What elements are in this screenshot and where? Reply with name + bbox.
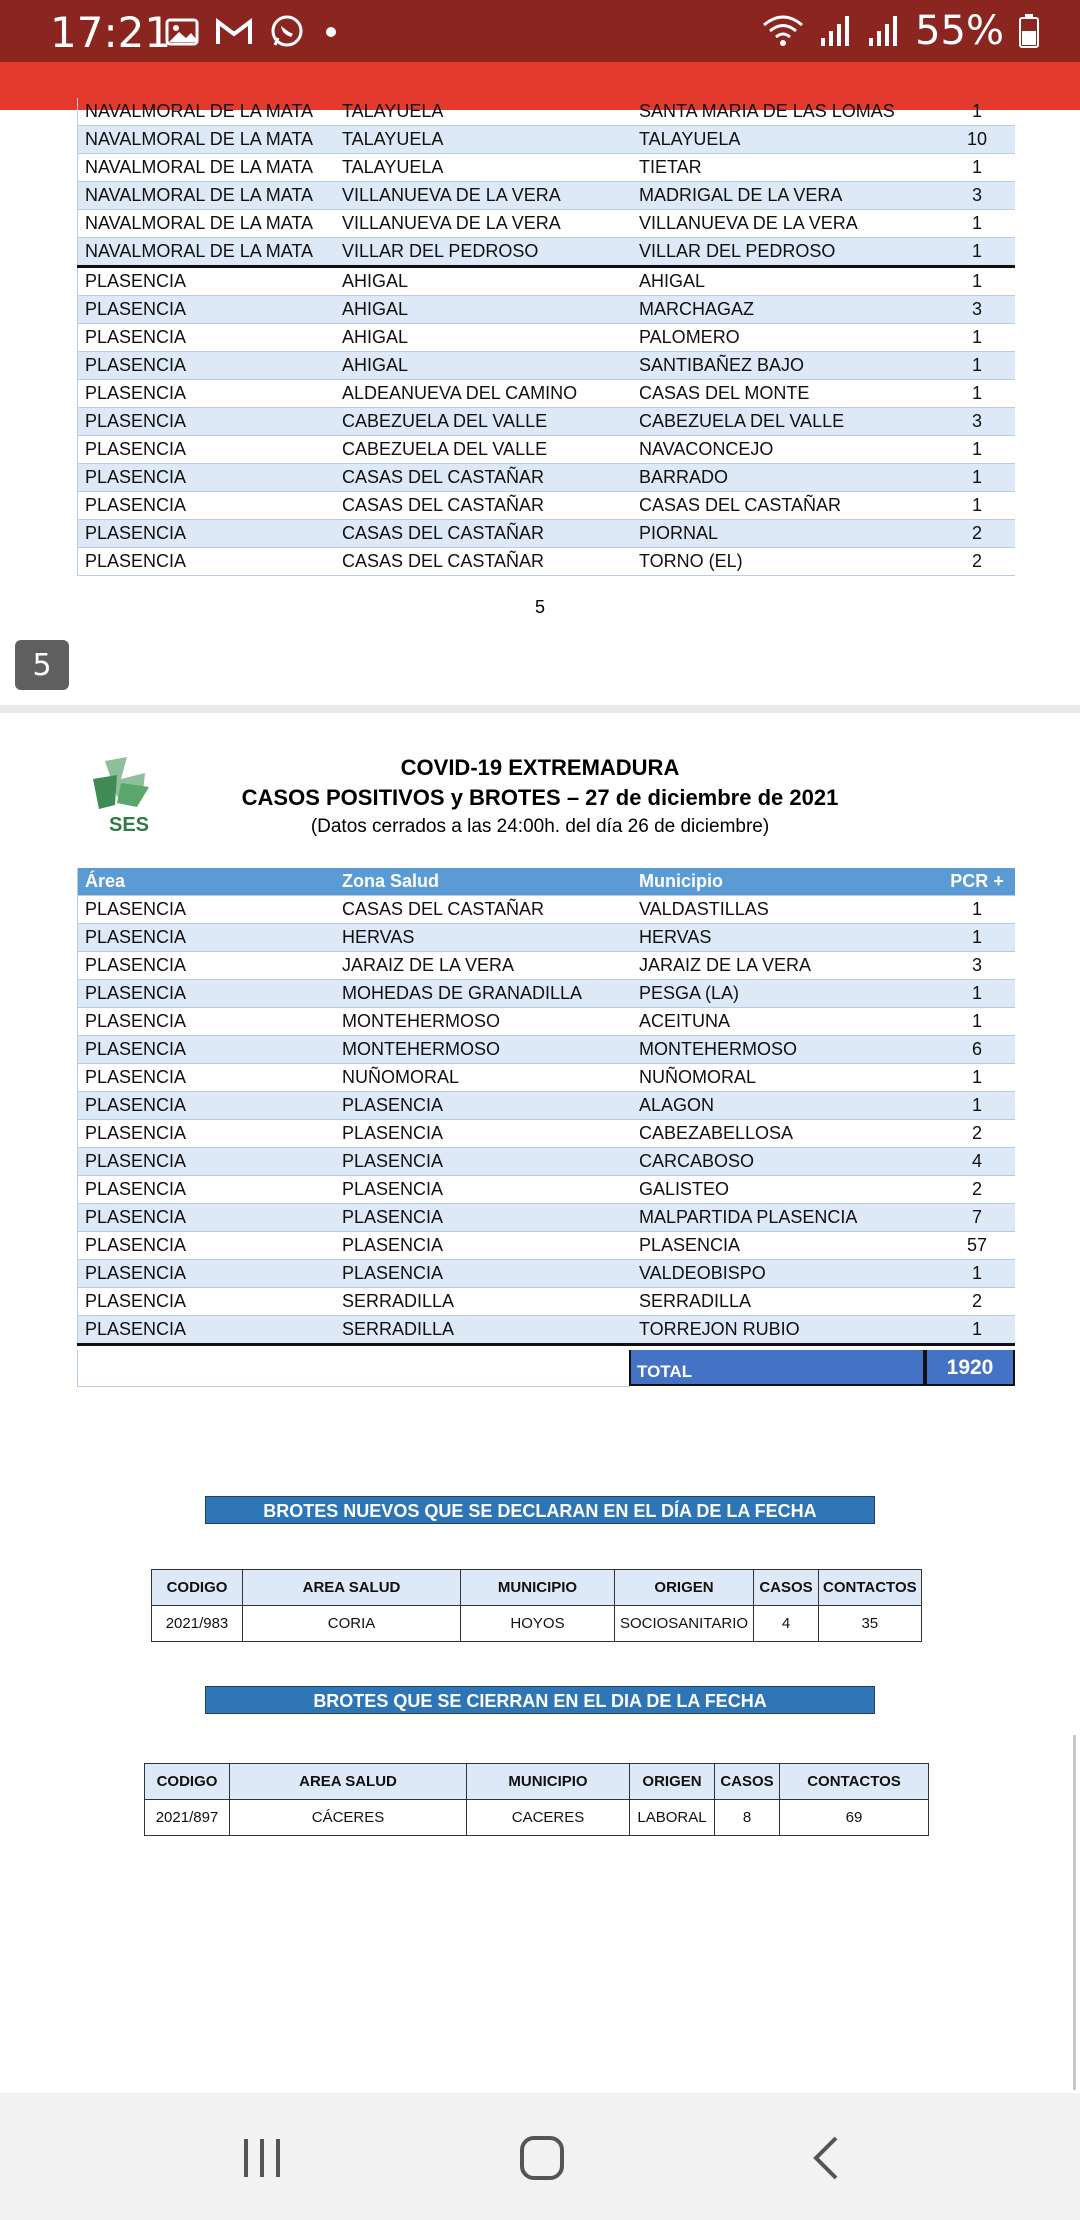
cell-area: NAVALMORAL DE LA MATA (78, 126, 336, 154)
svg-text:SES: SES (109, 814, 150, 835)
cell-zona-salud: TALAYUELA (335, 126, 632, 154)
status-time: 17:21 (50, 8, 172, 57)
col-codigo: CODIGO (145, 1764, 230, 1800)
cell-area: PLASENCIA (78, 408, 336, 436)
cell-codigo: 2021/897 (145, 1800, 230, 1836)
cell-zona-salud: NUÑOMORAL (335, 1064, 632, 1092)
cell-municipio: VALDASTILLAS (632, 896, 939, 924)
cell-zona-salud: CASAS DEL CASTAÑAR (335, 520, 632, 548)
cell-area: PLASENCIA (78, 1288, 336, 1316)
whatsapp-icon (269, 14, 305, 50)
cell-pcr: 1 (939, 464, 1015, 492)
doc-subtitle: CASOS POSITIVOS y BROTES – 27 de diciembre de 2021 (241, 785, 839, 810)
back-icon (808, 2135, 842, 2181)
table-row (78, 1120, 1016, 1148)
cell-zona-salud: CASAS DEL CASTAÑAR (335, 548, 632, 576)
cell-municipio: PLASENCIA (632, 1232, 939, 1260)
battery-icon (1018, 13, 1040, 49)
table-row (78, 238, 1016, 267)
cell-municipio: VILLANUEVA DE LA VERA (632, 210, 939, 238)
table-row (78, 1092, 1016, 1120)
cell-pcr: 2 (939, 1120, 1015, 1148)
cell-origen: LABORAL (630, 1800, 715, 1836)
cell-municipio: HERVAS (632, 924, 939, 952)
brotes-nuevos-table (151, 1569, 922, 1642)
cell-municipio: CABEZABELLOSA (632, 1120, 939, 1148)
cell-zona-salud: VILLAR DEL PEDROSO (335, 238, 632, 267)
cell-municipio: PALOMERO (632, 324, 939, 352)
table-row (78, 924, 1016, 952)
cell-area: PLASENCIA (78, 1092, 336, 1120)
cell-pcr: 1 (939, 492, 1015, 520)
cases-table-page5 (77, 98, 1015, 576)
cell-zona-salud: CASAS DEL CASTAÑAR (335, 492, 632, 520)
cell-pcr: 2 (939, 548, 1015, 576)
cell-zona-salud: CABEZUELA DEL VALLE (335, 408, 632, 436)
table-row (78, 896, 1016, 924)
cell-area-salud: CÁCERES (230, 1800, 467, 1836)
back-button[interactable] (795, 2133, 855, 2183)
cell-area: PLASENCIA (78, 520, 336, 548)
status-right (761, 8, 1040, 54)
cell-municipio: CABEZUELA DEL VALLE (632, 408, 939, 436)
cell-municipio: TORREJON RUBIO (632, 1316, 939, 1345)
cell-zona-salud: AHIGAL (335, 324, 632, 352)
gmail-icon (215, 17, 253, 47)
cell-casos: 4 (754, 1606, 819, 1642)
cell-municipio: VALDEOBISPO (632, 1260, 939, 1288)
cell-pcr: 2 (939, 520, 1015, 548)
cell-municipio: SERRADILLA (632, 1288, 939, 1316)
cell-pcr: 1 (939, 98, 1015, 126)
cell-pcr: 1 (939, 1064, 1015, 1092)
table-row (145, 1800, 929, 1836)
cell-pcr: 1 (939, 238, 1015, 267)
header-zona-salud: Zona Salud (335, 868, 632, 896)
cell-municipio: JARAIZ DE LA VERA (632, 952, 939, 980)
cell-zona-salud: CABEZUELA DEL VALLE (335, 436, 632, 464)
cell-municipio: TIETAR (632, 154, 939, 182)
cell-pcr: 1 (939, 896, 1015, 924)
col-codigo: CODIGO (152, 1570, 243, 1606)
cell-pcr: 1 (939, 1316, 1015, 1345)
cell-origen: SOCIOSANITARIO (615, 1606, 754, 1642)
table-row (78, 1036, 1016, 1064)
table-row (78, 1064, 1016, 1092)
cell-contactos: 69 (780, 1800, 929, 1836)
cell-area: PLASENCIA (78, 296, 336, 324)
table-row (78, 380, 1016, 408)
table-row (78, 548, 1016, 576)
cell-municipio: ALAGON (632, 1092, 939, 1120)
cell-area: PLASENCIA (78, 1260, 336, 1288)
cell-pcr: 1 (939, 267, 1015, 296)
cell-zona-salud: MONTEHERMOSO (335, 1036, 632, 1064)
cell-municipio: ACEITUNA (632, 1008, 939, 1036)
brotes-nuevos-header (152, 1570, 922, 1606)
total-row (77, 1350, 1015, 1388)
cell-area: PLASENCIA (78, 924, 336, 952)
cell-area: PLASENCIA (78, 980, 336, 1008)
total-label: TOTAL (629, 1350, 925, 1386)
brotes-cerrados-title: BROTES QUE SE CIERRAN EN EL DIA DE LA FECHA (205, 1686, 875, 1714)
signal-icon (867, 14, 901, 48)
col-area-salud: AREA SALUD (230, 1764, 467, 1800)
document-page-6 (0, 713, 1080, 2093)
battery-percent: 55% (915, 8, 1004, 54)
table-row (78, 980, 1016, 1008)
recent-apps-button[interactable] (232, 2133, 292, 2183)
signal-icon (819, 14, 853, 48)
document-page-5 (0, 101, 1080, 710)
cell-municipio: NUÑOMORAL (632, 1064, 939, 1092)
cell-zona-salud: AHIGAL (335, 267, 632, 296)
table-row (78, 98, 1016, 126)
cell-municipio: CASAS DEL CASTAÑAR (632, 492, 939, 520)
cell-municipio: BARRADO (632, 464, 939, 492)
cell-area: PLASENCIA (78, 464, 336, 492)
cell-area: NAVALMORAL DE LA MATA (78, 210, 336, 238)
cell-zona-salud: PLASENCIA (335, 1120, 632, 1148)
cell-municipio: TALAYUELA (632, 126, 939, 154)
cell-pcr: 1 (939, 324, 1015, 352)
cell-area: PLASENCIA (78, 267, 336, 296)
page-indicator-badge: 5 (15, 640, 69, 690)
cell-municipio: TORNO (EL) (632, 548, 939, 576)
col-origen: ORIGEN (615, 1570, 754, 1606)
col-municipio: MUNICIPIO (461, 1570, 615, 1606)
cell-area-salud: CORIA (243, 1606, 461, 1642)
cell-area: PLASENCIA (78, 548, 336, 576)
cell-pcr: 1 (939, 380, 1015, 408)
home-icon (519, 2135, 565, 2181)
cell-zona-salud: PLASENCIA (335, 1176, 632, 1204)
table-row (78, 1232, 1016, 1260)
cell-area: NAVALMORAL DE LA MATA (78, 154, 336, 182)
cell-area: PLASENCIA (78, 1232, 336, 1260)
page-separator (0, 705, 1080, 713)
cell-zona-salud: VILLANUEVA DE LA VERA (335, 210, 632, 238)
cell-pcr: 1 (939, 924, 1015, 952)
cell-zona-salud: SERRADILLA (335, 1288, 632, 1316)
recent-apps-icon (240, 2137, 284, 2179)
table-row (78, 126, 1016, 154)
system-nav-bar (0, 2093, 1080, 2220)
cell-zona-salud: CASAS DEL CASTAÑAR (335, 464, 632, 492)
cell-pcr: 57 (939, 1232, 1015, 1260)
cell-municipio: CASAS DEL MONTE (632, 380, 939, 408)
cell-zona-salud: TALAYUELA (335, 98, 632, 126)
image-icon (165, 17, 199, 47)
cell-municipio: VILLAR DEL PEDROSO (632, 238, 939, 267)
cell-area: PLASENCIA (78, 492, 336, 520)
page-number: 5 (534, 597, 545, 617)
table-row (78, 182, 1016, 210)
table-row (78, 324, 1016, 352)
cell-pcr: 7 (939, 1204, 1015, 1232)
cell-area: PLASENCIA (78, 1120, 336, 1148)
doc-title: COVID-19 EXTREMADURA (400, 755, 680, 780)
cell-zona-salud: ALDEANUEVA DEL CAMINO (335, 380, 632, 408)
doc-date-note: (Datos cerrados a las 24:00h. del día 26 de diciembre) (310, 816, 770, 837)
cell-municipio: NAVACONCEJO (632, 436, 939, 464)
col-contactos: CONTACTOS (819, 1570, 922, 1606)
cases-table-page6 (77, 868, 1015, 1346)
cell-zona-salud: VILLANUEVA DE LA VERA (335, 182, 632, 210)
cell-pcr: 3 (939, 296, 1015, 324)
table-row (78, 1260, 1016, 1288)
cell-municipio: HOYOS (461, 1606, 615, 1642)
cell-codigo: 2021/983 (152, 1606, 243, 1642)
col-casos: CASOS (754, 1570, 819, 1606)
cell-zona-salud: JARAIZ DE LA VERA (335, 952, 632, 980)
cell-pcr: 1 (939, 210, 1015, 238)
cell-area: NAVALMORAL DE LA MATA (78, 182, 336, 210)
cell-municipio: CACERES (467, 1800, 630, 1836)
cell-zona-salud: PLASENCIA (335, 1148, 632, 1176)
cell-pcr: 6 (939, 1036, 1015, 1064)
table-row (78, 1148, 1016, 1176)
cell-area: PLASENCIA (78, 1008, 336, 1036)
cell-municipio: SANTA MARIA DE LAS LOMAS (632, 98, 939, 126)
cell-area: PLASENCIA (78, 1316, 336, 1345)
cell-zona-salud: MOHEDAS DE GRANADILLA (335, 980, 632, 1008)
cell-pcr: 2 (939, 1176, 1015, 1204)
cell-zona-salud: HERVAS (335, 924, 632, 952)
cell-pcr: 1 (939, 1260, 1015, 1288)
table-row (78, 296, 1016, 324)
brotes-cerrados-table (144, 1763, 929, 1836)
cell-pcr: 1 (939, 1092, 1015, 1120)
header-municipio: Municipio (632, 868, 939, 896)
cell-area: PLASENCIA (78, 1036, 336, 1064)
col-area-salud: AREA SALUD (243, 1570, 461, 1606)
col-municipio: MUNICIPIO (467, 1764, 630, 1800)
notification-icons (165, 14, 341, 50)
cell-municipio: PESGA (LA) (632, 980, 939, 1008)
col-origen: ORIGEN (630, 1764, 715, 1800)
cell-zona-salud: TALAYUELA (335, 154, 632, 182)
cell-municipio: PIORNAL (632, 520, 939, 548)
cell-municipio: MALPARTIDA PLASENCIA (632, 1204, 939, 1232)
cell-area: NAVALMORAL DE LA MATA (78, 98, 336, 126)
cell-zona-salud: PLASENCIA (335, 1204, 632, 1232)
cell-pcr: 10 (939, 126, 1015, 154)
cell-zona-salud: MONTEHERMOSO (335, 1008, 632, 1036)
home-button[interactable] (512, 2133, 572, 2183)
cell-area: PLASENCIA (78, 436, 336, 464)
cell-pcr: 3 (939, 952, 1015, 980)
cell-zona-salud: PLASENCIA (335, 1092, 632, 1120)
cell-zona-salud: AHIGAL (335, 352, 632, 380)
cell-contactos: 35 (819, 1606, 922, 1642)
cell-zona-salud: PLASENCIA (335, 1260, 632, 1288)
table-row (78, 210, 1016, 238)
table-row (78, 267, 1016, 296)
cell-pcr: 3 (939, 182, 1015, 210)
cell-municipio: MADRIGAL DE LA VERA (632, 182, 939, 210)
cell-casos: 8 (715, 1800, 780, 1836)
cell-area: PLASENCIA (78, 1176, 336, 1204)
cell-municipio: SANTIBAÑEZ BAJO (632, 352, 939, 380)
table-row (78, 520, 1016, 548)
cell-municipio: AHIGAL (632, 267, 939, 296)
wifi-icon (761, 13, 805, 49)
cell-pcr: 1 (939, 352, 1015, 380)
brotes-nuevos-title: BROTES NUEVOS QUE SE DECLARAN EN EL DÍA DE LA FECHA (205, 1496, 875, 1524)
status-bar (0, 0, 1080, 62)
header-area: Área (78, 868, 336, 896)
brotes-cerrados-header (145, 1764, 929, 1800)
table-row (78, 408, 1016, 436)
cell-municipio: MARCHAGAZ (632, 296, 939, 324)
table-row (78, 952, 1016, 980)
col-casos: CASOS (715, 1764, 780, 1800)
cell-pcr: 1 (939, 436, 1015, 464)
cell-pcr: 1 (939, 980, 1015, 1008)
cell-zona-salud: SERRADILLA (335, 1316, 632, 1345)
cell-municipio: GALISTEO (632, 1176, 939, 1204)
dot-icon (321, 22, 341, 42)
table-header-row (78, 868, 1016, 896)
cell-pcr: 4 (939, 1148, 1015, 1176)
cell-municipio: MONTEHERMOSO (632, 1036, 939, 1064)
table-row (78, 1316, 1016, 1345)
cell-area: PLASENCIA (78, 1064, 336, 1092)
table-row (78, 352, 1016, 380)
table-row (78, 492, 1016, 520)
cell-area: PLASENCIA (78, 380, 336, 408)
cell-area: PLASENCIA (78, 896, 336, 924)
cell-municipio: CARCABOSO (632, 1148, 939, 1176)
cell-zona-salud: PLASENCIA (335, 1232, 632, 1260)
cell-area: PLASENCIA (78, 952, 336, 980)
table-row (152, 1606, 922, 1642)
cell-area: PLASENCIA (78, 324, 336, 352)
table-row (78, 154, 1016, 182)
cell-area: PLASENCIA (78, 1148, 336, 1176)
cell-area: PLASENCIA (78, 1204, 336, 1232)
cell-zona-salud: AHIGAL (335, 296, 632, 324)
cell-pcr: 2 (939, 1288, 1015, 1316)
cell-pcr: 1 (939, 1008, 1015, 1036)
cell-area: PLASENCIA (78, 352, 336, 380)
table-row (78, 464, 1016, 492)
table-row (78, 436, 1016, 464)
col-contactos: CONTACTOS (780, 1764, 929, 1800)
total-value: 1920 (925, 1350, 1015, 1386)
table-row (78, 1204, 1016, 1232)
cell-pcr: 3 (939, 408, 1015, 436)
cell-area: NAVALMORAL DE LA MATA (78, 238, 336, 267)
total-row-blank (77, 1350, 630, 1387)
cell-zona-salud: CASAS DEL CASTAÑAR (335, 896, 632, 924)
scrollbar-thumb[interactable] (1073, 1735, 1076, 2090)
table-row (78, 1176, 1016, 1204)
cell-pcr: 1 (939, 154, 1015, 182)
table-row (78, 1288, 1016, 1316)
header-pcr: PCR + (939, 868, 1015, 896)
table-row (78, 1008, 1016, 1036)
